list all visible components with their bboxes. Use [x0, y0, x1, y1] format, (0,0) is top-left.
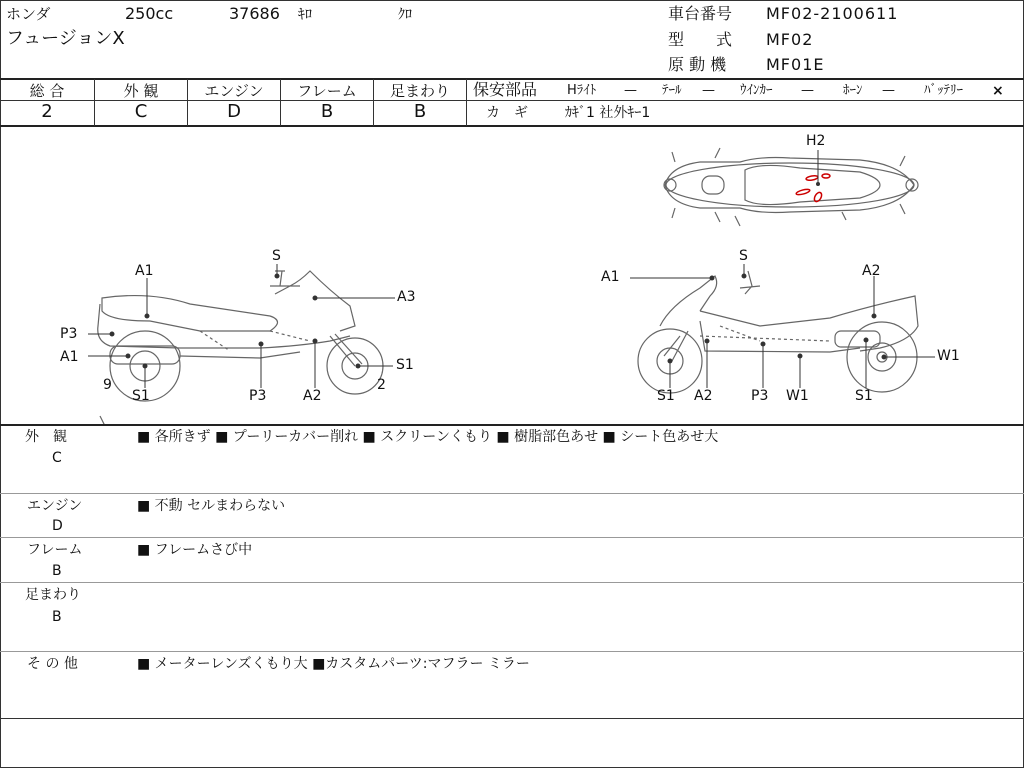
- model-code: MF02: [766, 30, 814, 49]
- note-label-frame: フレーム: [27, 542, 83, 558]
- key-label: カ ギ: [486, 105, 528, 121]
- safety-mark-battery: ×: [992, 83, 1004, 99]
- notes-rule-3: [0, 582, 1024, 583]
- label-left-9: 9: [103, 377, 112, 393]
- diagram-leaders: [88, 264, 935, 388]
- color: ｸﾛ: [398, 7, 412, 23]
- label-left-s1-front: S1: [396, 357, 414, 373]
- frame-no-label: 車台番号: [668, 4, 733, 23]
- grade-label-engine: エンジン: [204, 82, 264, 100]
- safety-item-tail: ﾃｰﾙ: [662, 83, 682, 98]
- label-right-w1-bottom: W1: [786, 388, 809, 404]
- grade-label-exterior: 外 観: [123, 82, 159, 100]
- mileage: 37686: [229, 4, 280, 23]
- note-grade-exterior: C: [52, 450, 62, 466]
- notes-rule-5: [0, 718, 1024, 719]
- grade-value-suspension: B: [413, 101, 427, 122]
- label-right-s: S: [739, 248, 748, 264]
- label-left-a1-side: A1: [60, 349, 79, 365]
- label-left-2: 2: [377, 377, 386, 393]
- engine-code: MF01E: [766, 55, 825, 74]
- label-right-s1-rear: S1: [855, 388, 873, 404]
- safety-item-winker: ｳｲﾝｶｰ: [740, 83, 773, 98]
- notes-rule-2: [0, 537, 1024, 538]
- label-right-a1: A1: [601, 269, 620, 285]
- label-right-a2: A2: [694, 388, 713, 404]
- label-left-p3-side: P3: [60, 326, 78, 342]
- note-text-engine: ■ 不動 セルまわらない: [137, 498, 286, 514]
- note-text-other: ■ メーターレンズくもり大 ■カスタムパーツ:マフラー ミラー: [137, 656, 530, 672]
- note-label-suspension: 足まわり: [25, 587, 81, 603]
- note-grade-suspension: B: [52, 609, 62, 625]
- grade-value-frame: B: [320, 101, 334, 122]
- label-left-s1: S1: [132, 388, 150, 404]
- label-right-a2-top: A2: [862, 263, 881, 279]
- notes-rule-1: [0, 493, 1024, 494]
- grade-value-engine: D: [227, 101, 241, 122]
- label-right-w1: W1: [937, 348, 960, 364]
- mileage-unit: ｷﾛ: [298, 7, 312, 23]
- safety-item-headlight: Hﾗｲﾄ: [567, 83, 597, 98]
- note-text-frame: ■ フレームさび中: [137, 542, 253, 558]
- grade-value-total: 2: [41, 101, 53, 122]
- label-left-a2: A2: [303, 388, 322, 404]
- grade-col-5: [466, 79, 467, 126]
- top-view-bike: [664, 148, 918, 226]
- safety-item-horn: ﾎｰﾝ: [843, 83, 863, 98]
- notes-top-rule: [0, 424, 1024, 426]
- key-value: ｶｷﾞ1 社外ｷｰ1: [565, 105, 651, 121]
- safety-mark-headlight: —: [624, 83, 637, 98]
- label-h2: H2: [806, 133, 826, 149]
- safety-title: 保安部品: [473, 80, 538, 99]
- model-name: フュージョンX: [6, 28, 125, 49]
- model-label: 型 式: [668, 30, 733, 49]
- note-label-exterior: 外 観: [25, 429, 67, 445]
- label-left-a3: A3: [397, 289, 416, 305]
- notes-rule-4: [0, 651, 1024, 652]
- grade-value-exterior: C: [134, 101, 148, 122]
- note-label-other: そ の 他: [27, 656, 78, 672]
- engine-label: 原 動 機: [668, 55, 727, 74]
- label-right-p3: P3: [751, 388, 769, 404]
- right-side-bike: [638, 271, 918, 393]
- note-grade-engine: D: [52, 518, 63, 534]
- label-right-s1-front: S1: [657, 388, 675, 404]
- displacement: 250cc: [125, 4, 174, 23]
- label-left-a1-top: A1: [135, 263, 154, 279]
- safety-mark-winker: —: [801, 83, 814, 98]
- grade-label-frame: フレーム: [297, 82, 357, 100]
- grade-label-total: 総 合: [29, 82, 65, 100]
- damage-marks-h2: [796, 174, 830, 203]
- label-left-s: S: [272, 248, 281, 264]
- note-text-exterior: ■ 各所きず ■ プーリーカバー削れ ■ スクリーンくもり ■ 樹脂部色あせ ■ シート色あせ大: [137, 429, 719, 445]
- note-grade-frame: B: [52, 563, 62, 579]
- label-left-p3: P3: [249, 388, 267, 404]
- frame-no: MF02-2100611: [766, 4, 899, 23]
- note-label-engine: エンジン: [27, 498, 83, 514]
- maker: ホンダ: [6, 5, 51, 23]
- safety-mark-horn: —: [882, 83, 895, 98]
- safety-mark-tail: —: [702, 83, 715, 98]
- safety-item-battery: ﾊﾞｯﾃﾘｰ: [924, 83, 963, 98]
- grade-label-suspension: 足まわり: [389, 82, 450, 100]
